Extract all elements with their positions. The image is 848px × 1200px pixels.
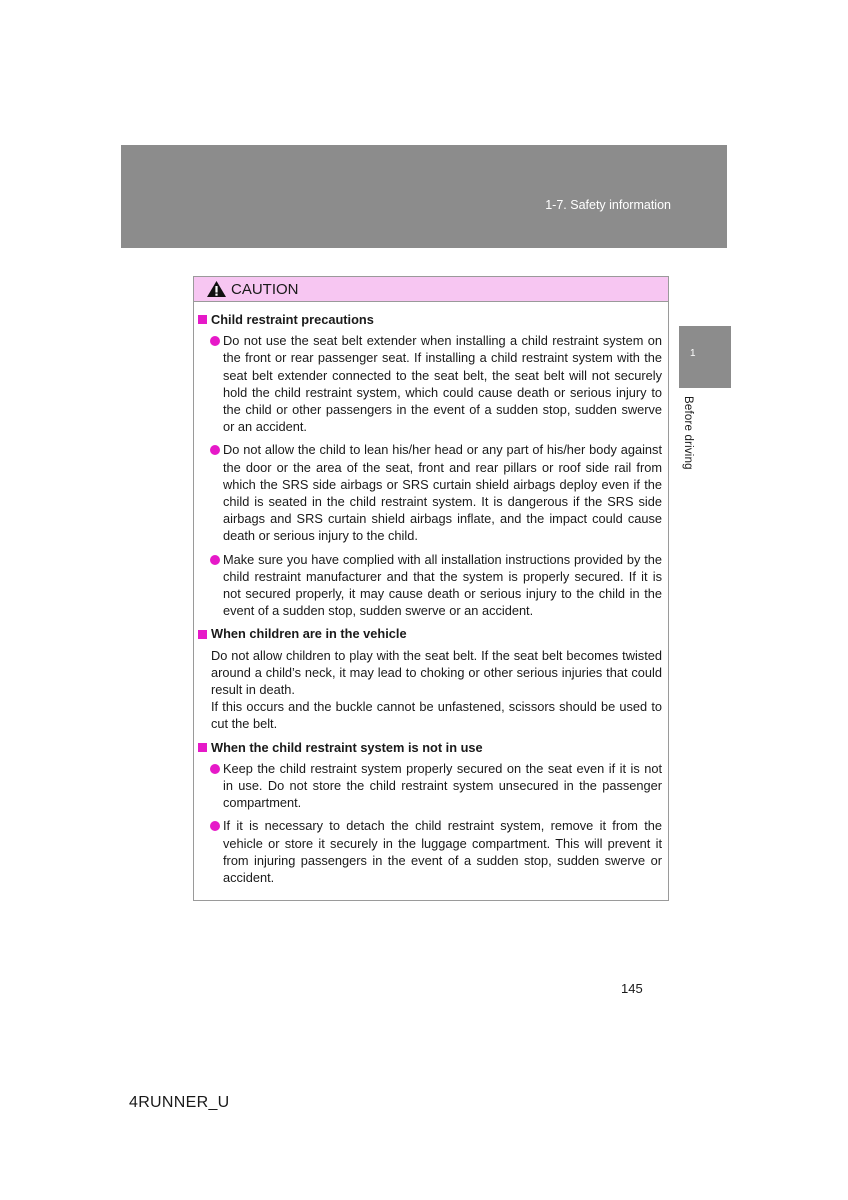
paragraph: If this occurs and the buckle cannot be unfastened, scissors should be used to cut the belt. <box>211 699 662 732</box>
list-item: Do not allow the child to lean his/her head or any part of his/her body against the door or the area of the seat, front and rear pillars or roof side rail from which the SRS side airbags or SRS curtain shield airbags deploy even if the child is seated in the child restraint system. It is dangerous if the SRS side airbags and SRS curtain shield airbags inflate, and the impact could cause death or serious injury to the child. <box>194 441 662 544</box>
list-item: Keep the child restraint system properly secured on the seat even if it is not in use. Do not store the child restraint system unsecured in the passenger compartment. <box>194 760 662 812</box>
circle-bullet-icon <box>210 764 220 774</box>
warning-triangle-icon <box>206 280 227 298</box>
circle-bullet-icon <box>210 445 220 455</box>
paragraph-block <box>194 647 662 733</box>
section-heading: When children are in the vehicle <box>194 625 662 642</box>
header-band <box>121 145 727 248</box>
section-title: 1-7. Safety information <box>545 198 671 212</box>
document-code: 4RUNNER_U <box>129 1094 230 1111</box>
chapter-tab <box>679 326 731 388</box>
section-heading: Child restraint precautions <box>194 311 662 328</box>
list-item: Make sure you have complied with all installation instructions provided by the child restraint manufacturer and that the system is properly secured. If it is not secured properly, it may cause death or serious injury to the child in the event of a sudden stop, sudden swerve or an accident. <box>194 551 662 620</box>
circle-bullet-icon <box>210 821 220 831</box>
square-bullet-icon <box>198 630 207 639</box>
list-item: If it is necessary to detach the child restraint system, remove it from the vehicle or store it securely in the luggage compartment. This will prevent it from injuring passengers in the event of a sudden stop, sudden swerve or accident. <box>194 817 662 886</box>
square-bullet-icon <box>198 743 207 752</box>
caution-title: CAUTION <box>231 280 299 298</box>
paragraph: Do not allow children to play with the seat belt. If the seat belt becomes twisted around a child’s neck, it may lead to choking or other serious injuries that could result in death. <box>211 647 662 698</box>
chapter-number: 1 <box>690 348 696 359</box>
circle-bullet-icon <box>210 555 220 565</box>
chapter-label: Before driving <box>682 396 694 470</box>
caution-content <box>194 311 668 892</box>
caution-header <box>194 277 668 302</box>
square-bullet-icon <box>198 315 207 324</box>
page-number: 145 <box>621 981 643 996</box>
caution-box <box>193 276 669 901</box>
section-heading: When the child restraint system is not in use <box>194 739 662 756</box>
list-item: Do not use the seat belt extender when installing a child restraint system on the front or rear passenger seat. If installing a child restraint system with the seat belt extender connected to the seat belt, the seat belt will not securely hold the child restraint system, which could cause death or serious injury to the child or other passengers in the event of a sudden stop, sudden swerve or an accident. <box>194 332 662 435</box>
circle-bullet-icon <box>210 336 220 346</box>
